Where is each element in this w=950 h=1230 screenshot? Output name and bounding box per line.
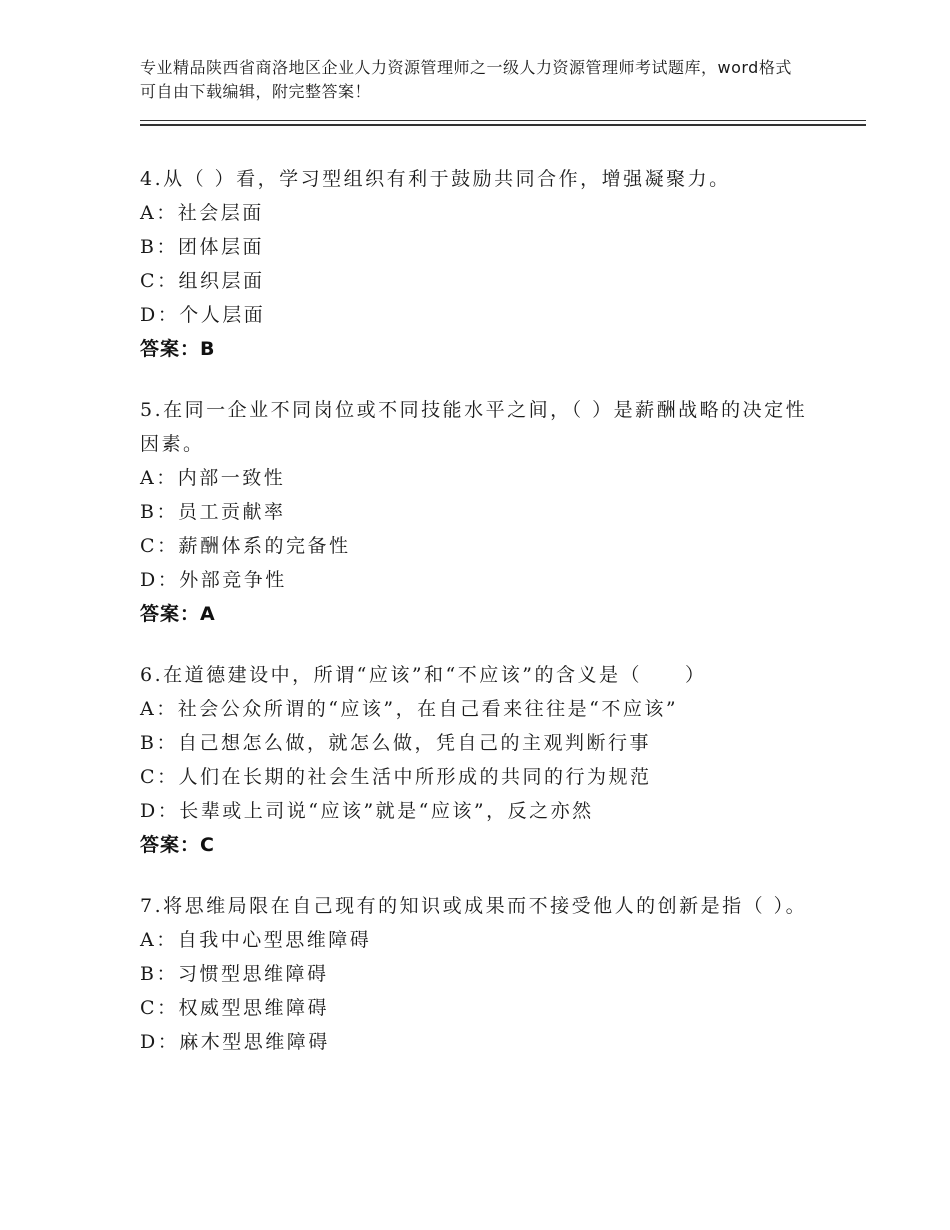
option-d: D：外部竞争性 — [140, 569, 287, 591]
question-7 — [140, 889, 820, 1059]
option-d: D：长辈或上司说“应该”就是“应该”，反之亦然 — [140, 800, 594, 822]
option-c: C：人们在长期的社会生活中所形成的共同的行为规范 — [140, 766, 652, 788]
option-c: C：组织层面 — [140, 270, 265, 292]
option-c: C：薪酬体系的完备性 — [140, 535, 351, 557]
header-divider-thick — [140, 124, 866, 126]
header-divider-thin — [140, 120, 866, 121]
option-d: D：个人层面 — [140, 304, 266, 326]
option-a: A：社会层面 — [140, 202, 264, 224]
question-stem: 6.在道德建设中，所谓“应该”和“不应该”的含义是（ ） — [140, 664, 707, 686]
option-b: B：习惯型思维障碍 — [140, 963, 329, 985]
option-b: B：团体层面 — [140, 236, 264, 258]
answer-line: 答案：A — [140, 603, 216, 625]
document-header: 专业精品陕西省商洛地区企业人力资源管理师之一级人力资源管理师考试题库，word格式可自由下载编辑，附完整答案！ — [140, 58, 792, 101]
option-a: A：内部一致性 — [140, 467, 286, 489]
question-list — [140, 162, 820, 1086]
answer-line: 答案：B — [140, 338, 216, 360]
question-stem: 5.在同一企业不同岗位或不同技能水平之间，（ ）是薪酬战略的决定性因素。 — [140, 399, 808, 455]
option-b: B：员工贡献率 — [140, 501, 286, 523]
question-stem: 7.将思维局限在自己现有的知识或成果而不接受他人的创新是指（ ）。 — [140, 895, 808, 917]
option-a: A：自我中心型思维障碍 — [140, 929, 372, 951]
option-b: B：自己想怎么做，就怎么做，凭自己的主观判断行事 — [140, 732, 651, 754]
option-d: D：麻木型思维障碍 — [140, 1031, 330, 1053]
answer-line: 答案：C — [140, 834, 215, 856]
question-4 — [140, 162, 820, 366]
option-a: A：社会公众所谓的“应该”，在自己看来往往是“不应该” — [140, 698, 679, 720]
question-stem: 4.从（ ）看，学习型组织有利于鼓励共同合作，增强凝聚力。 — [140, 168, 731, 190]
question-5 — [140, 393, 820, 631]
option-c: C：权威型思维障碍 — [140, 997, 330, 1019]
question-6 — [140, 658, 820, 862]
